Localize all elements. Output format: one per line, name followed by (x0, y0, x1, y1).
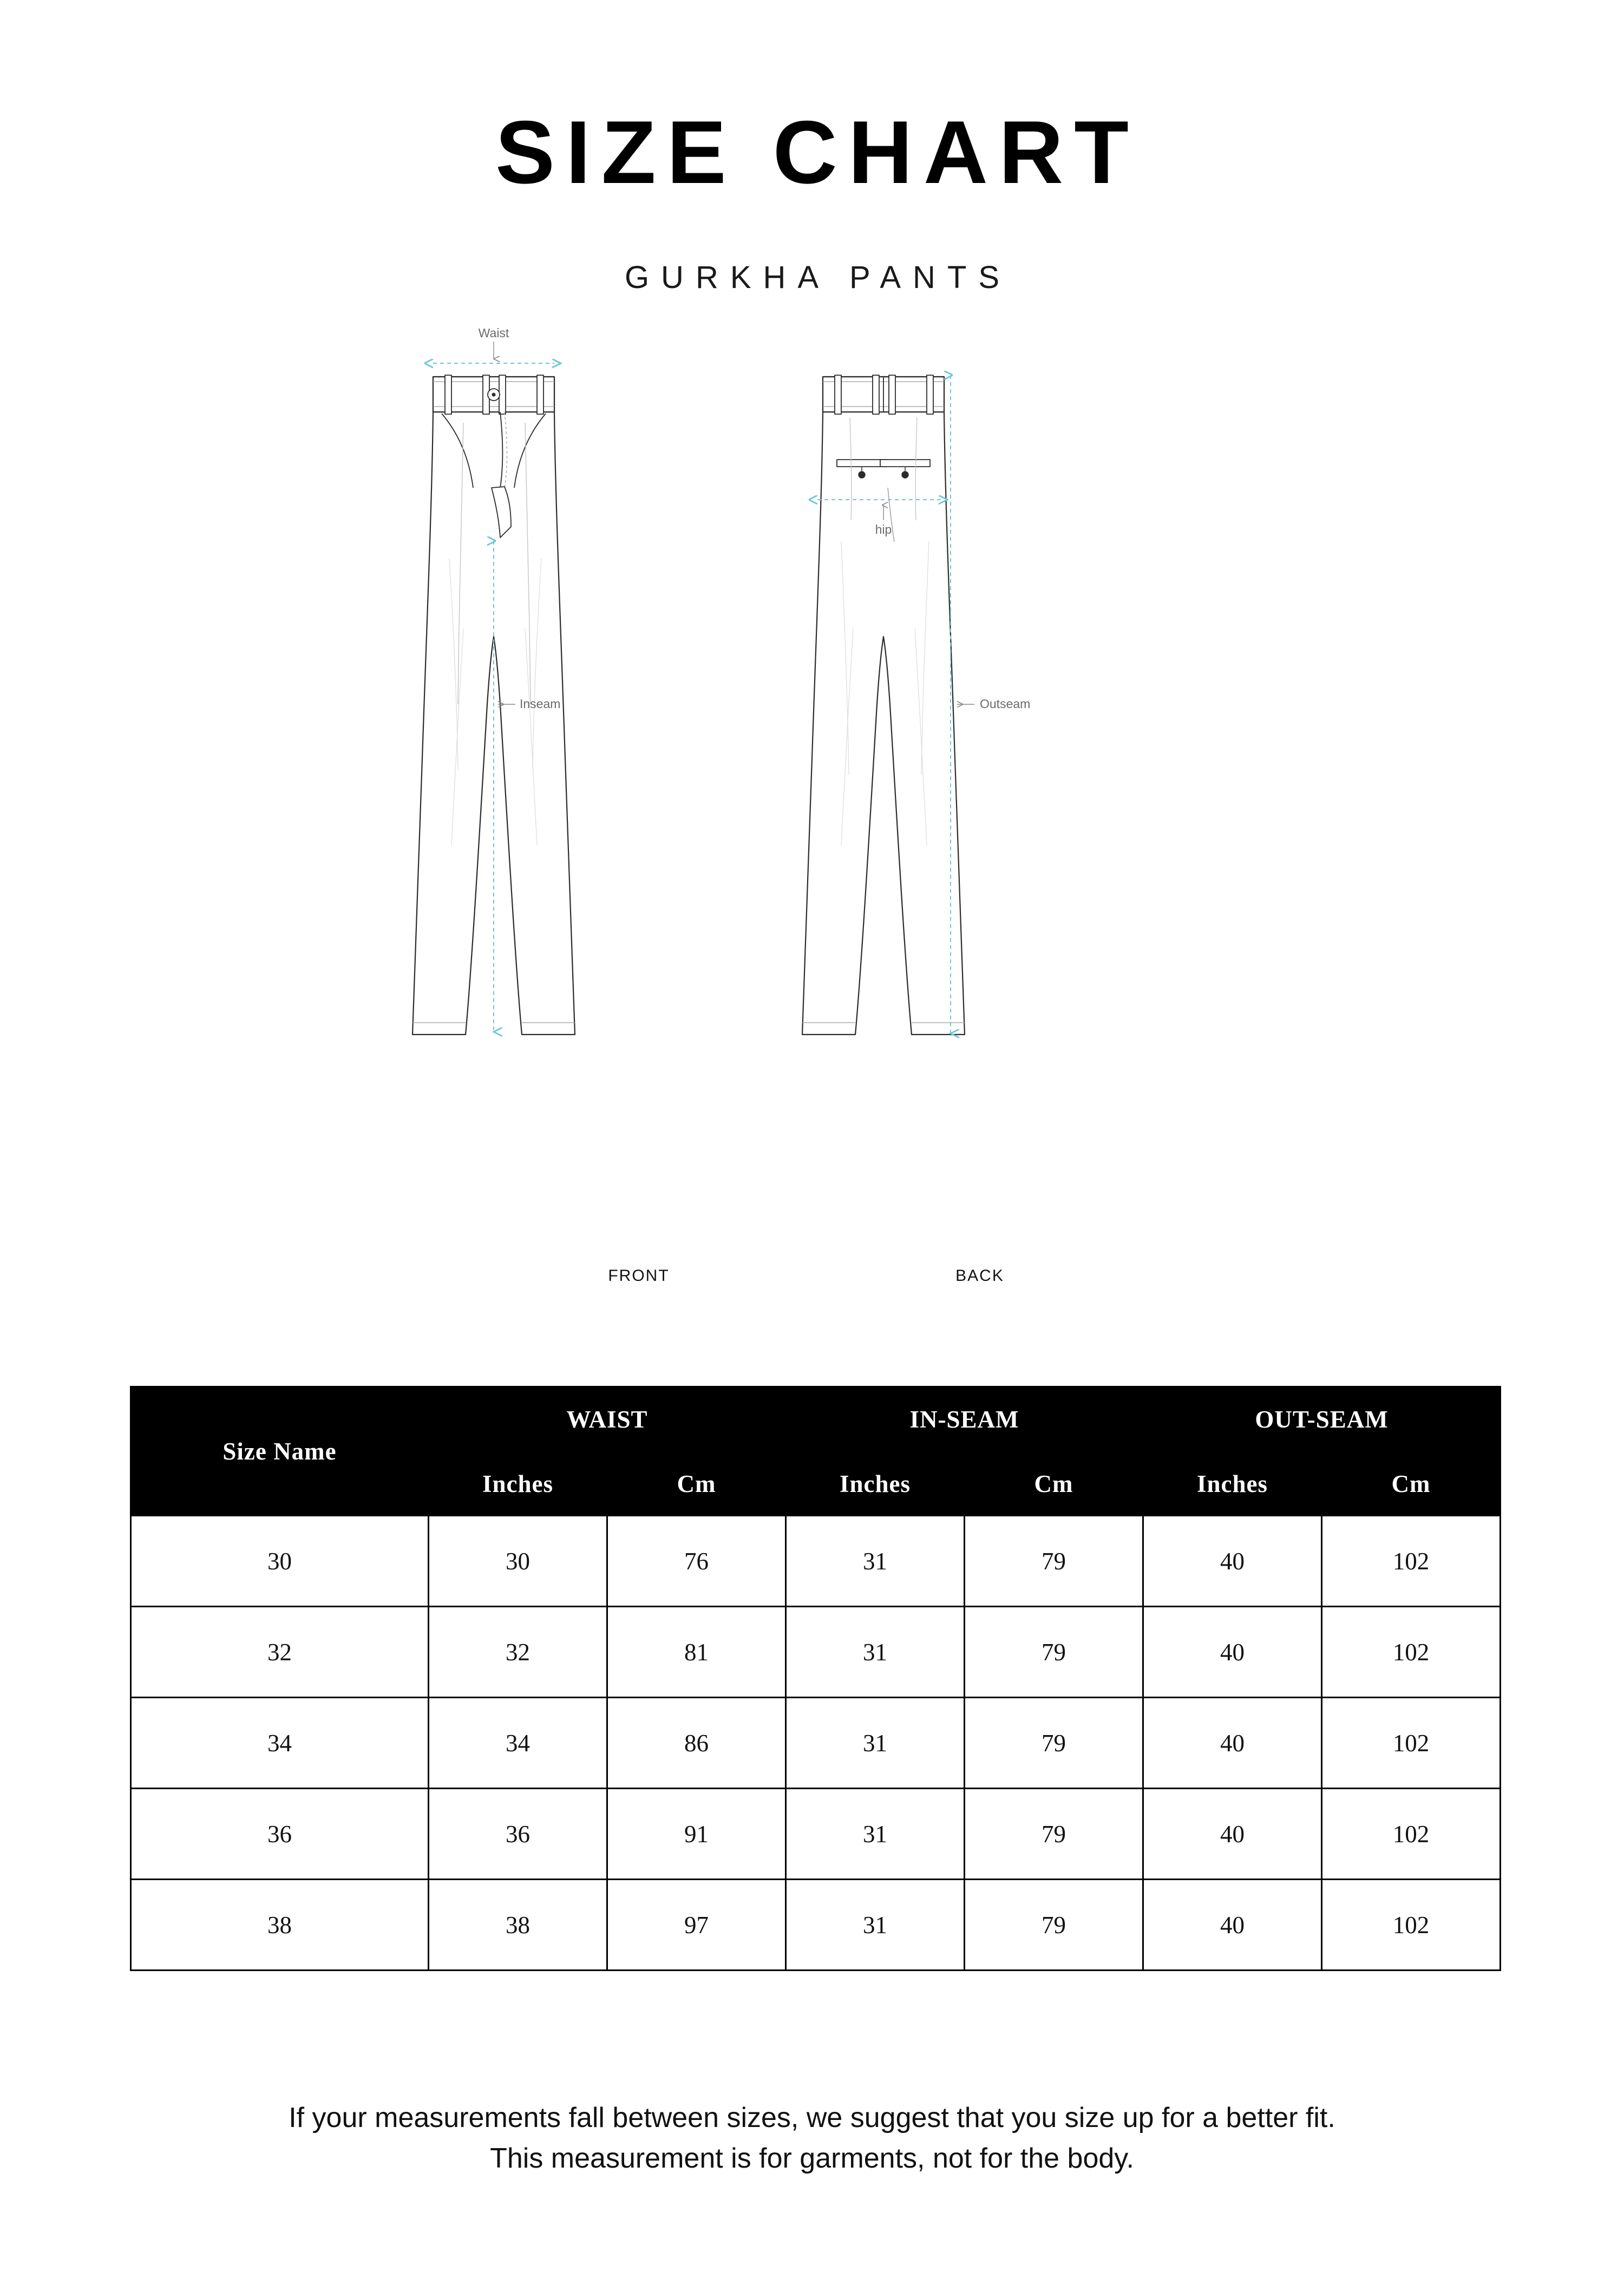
cell-waist-cm: 86 (607, 1698, 786, 1789)
back-pants-drawing (802, 375, 965, 1035)
cell-waist-in: 34 (429, 1698, 607, 1789)
page-title: SIZE CHART (495, 102, 1140, 202)
outseam-label: Outseam (980, 696, 1031, 711)
cell-inseam-in: 31 (786, 1607, 965, 1698)
cell-outseam-cm: 102 (1322, 1607, 1501, 1698)
hip-label: hip (875, 522, 892, 536)
size-table-body (131, 1516, 1501, 1971)
size-table-head (131, 1387, 1501, 1516)
header-outseam: OUT-SEAM (1143, 1387, 1501, 1452)
header-outseam-cm: Cm (1322, 1452, 1501, 1516)
cell-waist-cm: 81 (607, 1607, 786, 1698)
footnote-line-1: If your measurements fall between sizes, we suggest that you size up for a better fit. (289, 2102, 1335, 2133)
cell-inseam-in: 31 (786, 1880, 965, 1971)
cell-inseam-cm: 79 (965, 1789, 1143, 1880)
cell-waist-in: 36 (429, 1789, 607, 1880)
cell-waist-cm: 97 (607, 1880, 786, 1971)
size-chart-page (0, 102, 1624, 2271)
table-row (131, 1607, 1501, 1698)
cell-waist-in: 38 (429, 1880, 607, 1971)
cell-outseam-cm: 102 (1322, 1880, 1501, 1971)
cell-size: 34 (131, 1698, 429, 1789)
cell-outseam-cm: 102 (1322, 1698, 1501, 1789)
back-view-label: BACK (955, 1267, 1004, 1285)
cell-inseam-cm: 79 (965, 1880, 1143, 1971)
cell-outseam-in: 40 (1143, 1698, 1322, 1789)
cell-outseam-in: 40 (1143, 1789, 1322, 1880)
cell-waist-in: 32 (429, 1607, 607, 1698)
header-waist-inches: Inches (429, 1452, 607, 1516)
table-row (131, 1789, 1501, 1880)
cell-inseam-in: 31 (786, 1789, 965, 1880)
footnote-line-2: This measurement is for garments, not for the body. (490, 2143, 1134, 2175)
header-inseam: IN-SEAM (786, 1387, 1143, 1452)
header-inseam-inches: Inches (786, 1452, 965, 1516)
cell-waist-cm: 91 (607, 1789, 786, 1880)
table-row (131, 1516, 1501, 1607)
header-inseam-cm: Cm (965, 1452, 1143, 1516)
size-table-container (130, 1386, 1499, 1971)
cell-size: 38 (131, 1880, 429, 1971)
cell-inseam-cm: 79 (965, 1698, 1143, 1789)
cell-outseam-in: 40 (1143, 1880, 1322, 1971)
cell-inseam-cm: 79 (965, 1516, 1143, 1607)
table-header-row-group (131, 1387, 1501, 1452)
cell-size: 30 (131, 1516, 429, 1607)
waist-label: Waist (478, 325, 509, 340)
cell-outseam-cm: 102 (1322, 1789, 1501, 1880)
header-waist-cm: Cm (607, 1452, 786, 1516)
cell-inseam-in: 31 (786, 1516, 965, 1607)
size-table (130, 1386, 1501, 1971)
header-outseam-inches: Inches (1143, 1452, 1322, 1516)
table-row (131, 1698, 1501, 1789)
pants-illustration (0, 325, 1624, 1170)
table-row (131, 1880, 1501, 1971)
footnote (0, 2098, 1624, 2180)
cell-waist-in: 30 (429, 1516, 607, 1607)
cell-outseam-in: 40 (1143, 1607, 1322, 1698)
cell-outseam-in: 40 (1143, 1516, 1322, 1607)
header-waist: WAIST (429, 1387, 786, 1452)
cell-size: 36 (131, 1789, 429, 1880)
page-subtitle: GURKHA PANTS (624, 259, 1012, 295)
cell-size: 32 (131, 1607, 429, 1698)
inseam-label: Inseam (520, 696, 561, 711)
cell-inseam-in: 31 (786, 1698, 965, 1789)
header-size-name: Size Name (131, 1387, 429, 1516)
cell-waist-cm: 76 (607, 1516, 786, 1607)
cell-inseam-cm: 79 (965, 1607, 1143, 1698)
front-view-label: FRONT (608, 1267, 670, 1285)
cell-outseam-cm: 102 (1322, 1516, 1501, 1607)
